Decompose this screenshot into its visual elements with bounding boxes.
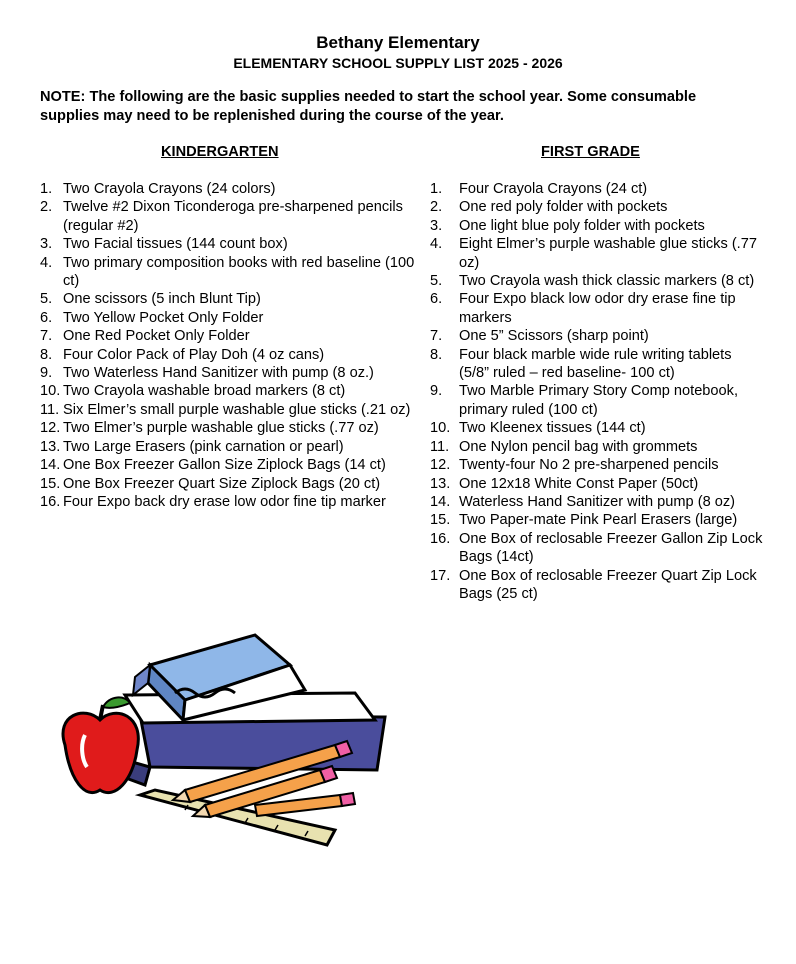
list-item-text: One Box Freezer Quart Size Ziplock Bags (20 ct) [63, 475, 381, 492]
list-item-text: Two Marble Primary Story Comp notebook, primary ruled (100 ct) [459, 383, 739, 418]
list-item [40, 438, 420, 456]
list-item-number: 5. [40, 291, 53, 308]
note-paragraph: NOTE: The following are the basic supplies needed to start the school year. Some consumable supplies may need to be replenished during the course of the year. [40, 89, 697, 124]
list-item-text: One Box of reclosable Freezer Gallon Zip Lock Bags (14ct) [459, 530, 763, 566]
list-item [430, 327, 765, 345]
list-item-number: 7. [40, 328, 53, 345]
list-item [430, 419, 765, 437]
list-item [40, 456, 420, 474]
list-item-number: 8. [430, 346, 443, 363]
list-item-number: 14. [430, 493, 451, 510]
list-item [430, 475, 765, 493]
list-item-number: 13. [40, 438, 61, 455]
list-item [40, 235, 420, 253]
list-item-text: Two Paper-mate Pink Pearl Erasers (large) [459, 512, 738, 529]
list-item [430, 235, 765, 272]
list-item-number: 7. [430, 328, 443, 345]
list-item-number: 13. [430, 475, 451, 492]
list-item [430, 511, 765, 529]
list-item [40, 309, 420, 327]
list-item [40, 419, 420, 437]
list-item-text: One 5” Scissors (sharp point) [459, 328, 649, 345]
list-item-number: 1. [430, 181, 443, 197]
list-item [40, 401, 420, 419]
list-item [430, 438, 765, 456]
list-item [40, 254, 420, 291]
list-item-text: Eight Elmer’s purple washable glue sticks (.77 oz) [459, 236, 757, 271]
list-item-number: 15. [40, 475, 61, 492]
list-item-number: 3. [40, 236, 53, 253]
list-item-number: 4. [40, 254, 53, 271]
list-item-number: 1. [40, 181, 53, 197]
list-item [430, 382, 765, 419]
list-item-number: 5. [430, 273, 443, 290]
list-item [40, 198, 420, 235]
list-item-number: 14. [40, 457, 61, 474]
list-item-text: Two Yellow Pocket Only Folder [63, 309, 264, 326]
list-item [430, 346, 765, 383]
school-supplies-clipart [55, 595, 395, 855]
list-item-text: Four black marble wide rule writing tablets (5/8” ruled – red baseline- 100 ct) [459, 346, 732, 382]
list-item [40, 346, 420, 364]
apple-icon [63, 697, 138, 792]
list-item-number: 16. [430, 530, 451, 547]
list-item [40, 493, 420, 511]
list-item [40, 180, 420, 198]
list-item [40, 364, 420, 382]
list-item [430, 290, 765, 327]
list-item-number: 2. [40, 199, 53, 216]
list-item [40, 327, 420, 345]
list-item-text: Four Expo back dry erase low odor fine tip marker [63, 493, 386, 510]
list-item-text: Waterless Hand Sanitizer with pump (8 oz) [459, 493, 736, 510]
list-item [430, 530, 765, 567]
list-item-text: Two Kleenex tissues (144 ct) [459, 420, 646, 437]
list-item-number: 15. [430, 512, 451, 529]
list-item-text: Two Large Erasers (pink carnation or pearl) [63, 438, 344, 455]
list-item-text: Two Waterless Hand Sanitizer with pump (8 oz.) [63, 365, 374, 382]
list-item-text: One 12x18 White Const Paper (50ct) [459, 475, 699, 492]
list-item-number: 6. [430, 291, 443, 308]
school-name: Bethany Elementary [316, 33, 480, 52]
list-item-text: Two primary composition books with red baseline (100 ct) [63, 254, 415, 290]
kindergarten-list [40, 180, 420, 511]
kindergarten-heading: KINDERGARTEN [161, 144, 279, 160]
list-item-text: Twenty-four No 2 pre-sharpened pencils [459, 457, 719, 474]
list-item-number: 10. [40, 383, 61, 400]
list-item-text: Four Expo black low odor dry erase fine tip markers [459, 291, 736, 326]
list-item-text: Four Crayola Crayons (24 ct) [459, 181, 648, 197]
list-item [430, 493, 765, 511]
list-item-number: 12. [40, 420, 61, 437]
book-stack-icon [123, 635, 385, 785]
list-item-number: 12. [430, 457, 451, 474]
list-item [40, 290, 420, 308]
list-item-text: One Nylon pencil bag with grommets [459, 438, 698, 455]
list-item-text: One Red Pocket Only Folder [63, 328, 250, 345]
first-grade-heading: FIRST GRADE [541, 144, 640, 160]
list-item-number: 11. [40, 401, 60, 418]
list-item-number: 10. [430, 420, 451, 437]
list-item-number: 9. [40, 365, 53, 382]
list-item-text: One light blue poly folder with pockets [459, 217, 705, 234]
list-item-text: Two Facial tissues (144 count box) [63, 236, 288, 253]
list-item-text: Two Crayola washable broad markers (8 ct) [63, 383, 346, 400]
list-item-text: Two Crayola wash thick classic markers (8 ct) [459, 273, 755, 290]
list-item [430, 456, 765, 474]
list-item-number: 17. [430, 567, 451, 584]
list-item-text: Six Elmer’s small purple washable glue sticks (.21 oz) [63, 401, 411, 418]
list-item [430, 217, 765, 235]
list-item [40, 382, 420, 400]
document-title: ELEMENTARY SCHOOL SUPPLY LIST 2025 - 2026 [233, 55, 563, 71]
list-item-number: 11. [430, 438, 450, 455]
list-item-text: One scissors (5 inch Blunt Tip) [63, 291, 261, 308]
list-item [40, 475, 420, 493]
list-item-text: Four Color Pack of Play Doh (4 oz cans) [63, 346, 325, 363]
list-item-text: Two Crayola Crayons (24 colors) [63, 181, 276, 197]
list-item [430, 567, 765, 604]
list-item-number: 3. [430, 217, 443, 234]
list-item-number: 6. [40, 309, 53, 326]
list-item-text: Two Elmer’s purple washable glue sticks (.77 oz) [63, 420, 379, 437]
list-item-text: One red poly folder with pockets [459, 199, 668, 216]
list-item-number: 8. [40, 346, 53, 363]
list-item-number: 4. [430, 236, 443, 253]
first-grade-list [430, 180, 765, 603]
list-item-number: 2. [430, 199, 443, 216]
list-item-text: One Box of reclosable Freezer Quart Zip Lock Bags (25 ct) [459, 567, 757, 602]
list-item-number: 16. [40, 493, 61, 510]
list-item-number: 9. [430, 383, 443, 400]
list-item [430, 180, 765, 198]
list-item-text: One Box Freezer Gallon Size Ziplock Bags (14 ct) [63, 457, 386, 474]
list-item [430, 198, 765, 216]
list-item [430, 272, 765, 290]
list-item-text: Twelve #2 Dixon Ticonderoga pre-sharpened pencils (regular #2) [63, 199, 403, 234]
